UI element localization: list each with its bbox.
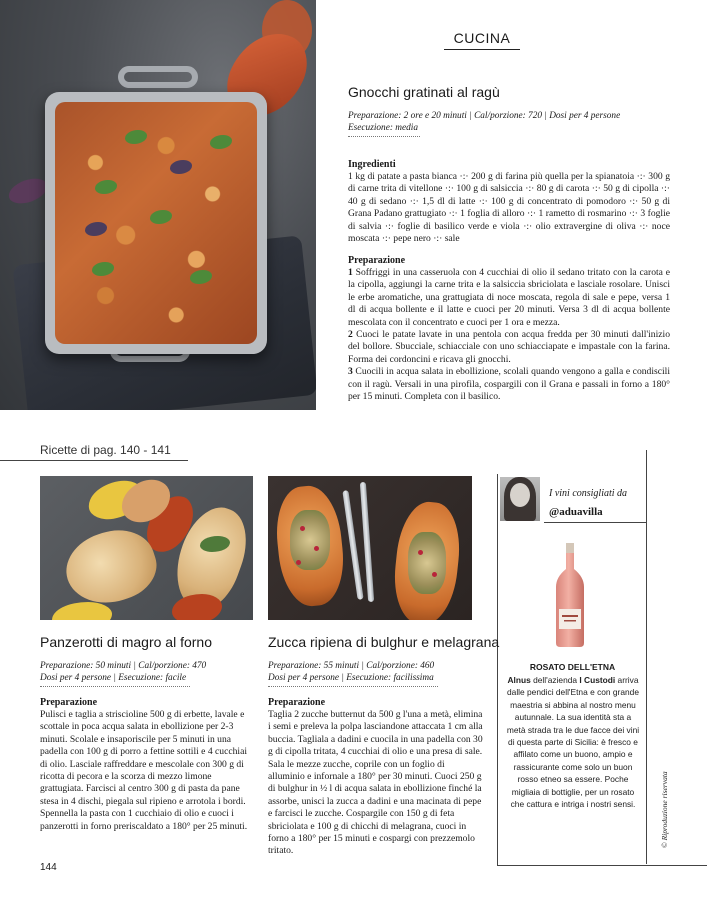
step-number: 3 [348,366,353,378]
zucca-preparation [268,696,483,858]
panzerotti-meta-rule [40,686,190,687]
step-text: Soffriggi in una casseruola con 4 cucchiai di olio il sedano tritato con la carota e la cipolla, aggiungi la carne trita e la salsiccia sbriciolata e lasciale rosolare. Unisci le erbe aromatiche, una grattugiata di noce moscata, regola di sale e pepe, versa 1 dl di acqua bollente e il latte e cuoci per 20 minuti. Versa 3 dl di acqua bollente mescolata con il concentrato e cuoci per 1 ora e mezza. [348,267,670,328]
wine-label-name: Alnus [507,675,531,685]
zucca-meta-rule [268,686,438,687]
main-preparation [348,254,670,403]
sub-section-rule [0,460,188,461]
main-recipe-meta [348,110,668,134]
wine-description [506,674,640,810]
step-text: Cuocili in acqua salata in ebollizione, scolali quando vengono a galla e condiscili con il ragù. Versali in una pirofila, cospargili con il Grana e passali in forno a 180° per 15 minuti. Completa con il basilico. [348,366,670,403]
main-ingredients [348,158,670,245]
wine-desc-part: dell'azienda [530,675,580,685]
zucca-prep-text: Taglia 2 zucche butternut da 500 g l'una a metà, elimina i semi e preleva la polpa lasciandone attaccata 1 cm alla buccia. Tagliala a dadini e cuocila in una padella con 30 g di cipolla tritata, 4 cucchiai di olio e una presa di sale. Sala le mezze zucche, coprile con un foglio di alluminio e infornale a 180° per 30 minuti. Cuoci 250 g di bulghur in ½ l di acqua salata in ebollizione finché la assorbe, unisci la zucca a dadini e una macinata di pepe e farcisci le zucche. Cospargile con 150 g di feta sbriciolata e 100 g di chicchi di melagrana, cuoci in forno a 180° per 15 minuti e cospargi con prezzemolo tritato. [268,709,483,857]
column-divider [646,450,647,864]
copyright-notice: © Riproduzione riservata [660,771,669,848]
panzerotti-meta [40,660,255,684]
wine-bottom-rule [497,865,707,866]
panzerotti-title: Panzerotti di magro al forno [40,634,212,650]
wine-desc-part: arriva dalle pendici dell'Etna e con grande maestria si abbina al nostro menu autunnale. La sua identità sta a metà strada tra le due facce dei vini di questa parte di Sicilia: è fresco e affilato come un buono, ampio e rassicurante come solo un buon rosso etneo sa essere. Poche migliaia di bottiglie, per un rosato che cattura e intriga i nostri sensi. [506,675,640,810]
wine-handle-rule [544,522,646,523]
main-meta-line1: Preparazione: 2 ore e 20 minuti | Cal/porzione: 720 | Dosi per 4 persone [348,111,621,121]
panzerotti-photo [40,476,253,620]
ingredients-heading: Ingredienti [348,159,396,170]
main-meta-rule [348,136,420,137]
zucca-prep-heading: Preparazione [268,697,326,708]
ingredients-text: 1 kg di patate a pasta bianca ·:· 200 g di farina più quella per la spianatoia ·:· 300 g di carne trita di vitellone ·:· 100 g di salsiccia ·:· 80 g di carota ·:· 50 g di cipolla ·:· 40 g di sedano ·:· 1,5 dl di latte ·:· 100 g di concentrato di pomodoro ·:· 50 g di Grana Padano grattugiato ·:· 1 foglia di alloro ·:· 1 rametto di rosmarino ·:· 3 foglie di salvia ·:· foglie di basilico verde e viola ·:· olio extravergine di oliva ·:· noce moscata ·:· pepe nero ·:· sale [348,171,670,245]
zucca-photo [268,476,472,620]
wine-name: ROSATO DELL'ETNA [529,662,616,672]
panzerotti-prep-heading: Preparazione [40,697,98,708]
section-label: CUCINA [453,30,511,46]
main-meta-line2: Esecuzione: media [348,123,418,133]
main-step-2 [348,329,670,366]
zucca-title: Zucca ripiena di bulghur e melagrana [268,634,500,650]
panzerotti-meta-line1: Preparazione: 50 minuti | Cal/porzione: 470 [40,661,207,671]
step-number: 1 [348,267,353,278]
wine-column-divider [497,474,498,866]
panzerotti-meta-line2: Dosi per 4 persone | Esecuzione: facile [40,673,187,683]
panzerotti-preparation [40,696,255,833]
main-recipe-title: Gnocchi gratinati al ragù [348,84,500,100]
step-text: Cuoci le patate lavate in una pentola con acqua fredda per 30 minuti dall'inizio del bollore. Sbucciale, schiacciale con uno schiacciapate e impastale con la farina. Forma dei cordoncini e ricava gli gnocchi. [348,329,670,365]
zucca-meta-line2: Dosi per 4 persone | Esecuzione: facilissima [268,673,434,683]
zucca-meta [268,660,483,684]
wine-bottle-icon [553,543,587,647]
section-rule [444,49,520,50]
panzerotti-prep-text: Pulisci e taglia a striscioline 500 g di erbette, lavale e scottale in poca acqua salata in ebollizione per 2-3 minuti. Scolale e insaporiscile per 5 minuti in una padella con 100 g di porro a fettine sottili e 4 cucchiai di olio. Lasciale raffreddare e mescolale con 300 g di ricotta di pecora e la scorza di mezzo limone grattugiata. Farcisci al centro 300 g di pasta da pane stesa in 4 dischi, piegala sul ripieno e arrotola i bordi. Spennella la pasta con 1 cucchiaio di olio e cuoci i panzerotti in forno preriscaldato a 180° per 25 minuti. [40,709,248,832]
wine-author-handle: @aduavilla [549,506,603,518]
gnocchi-photo [0,0,316,410]
wine-producer: I Custodi [579,675,616,685]
main-step-3 [348,366,670,403]
main-prep-heading: Preparazione [348,255,406,266]
main-step-1 [348,267,670,329]
page-number: 144 [40,862,57,873]
step-number: 2 [348,329,353,341]
avatar [500,477,540,521]
sub-section-label: Ricette di pag. 140 - 141 [40,443,171,457]
wine-recommended-by: I vini consigliati da [549,488,628,499]
zucca-meta-line1: Preparazione: 55 minuti | Cal/porzione: 460 [268,661,435,671]
